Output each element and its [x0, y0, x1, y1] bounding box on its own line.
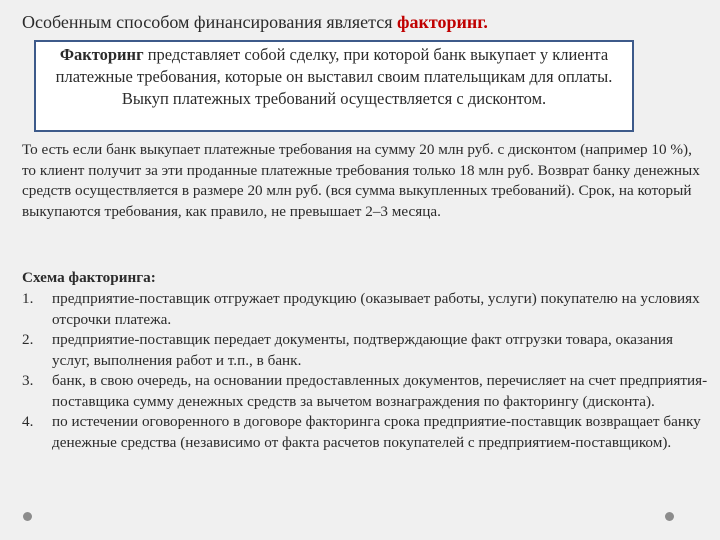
title-accent-term: факторинг.: [397, 12, 488, 32]
explanation-paragraph: То есть если банк выкупает платежные требования на сумму 20 млн руб. с дисконтом (например 10 %), то клиент получит за эти проданные платежные требования только 18 млн руб. Возврат банку денежных средств осуществляется в размере 20 млн руб. (вся сумма выкупленных требований). Срок, на который выкупаются требования, как правило, не превышает 2–3 месяца.: [22, 141, 700, 220]
title-prefix: Особенным способом финансирования является: [22, 12, 398, 32]
list-item-text: банк, в свою очередь, на основании предоставленных документов, перечисляет на счет предприятия-поставщика сумму денежных средств за вычетом вознаграждения по факторингу (дисконта).: [52, 372, 708, 410]
decorative-dot-right: [665, 512, 674, 521]
list-item: [22, 330, 712, 371]
slide-title: [22, 10, 712, 34]
list-item-number: 1.: [22, 290, 34, 307]
list-item-text: по истечении оговоренного в договоре факторинга срока предприятие-поставщик возвращает банку денежные средства (независимо от факта расчетов покупателей с предприятием-поставщиком).: [52, 413, 701, 451]
list-item: [22, 371, 712, 412]
list-item-number: 4.: [22, 413, 34, 430]
list-item-number: 2.: [22, 331, 34, 348]
definition-box: [34, 40, 634, 132]
decorative-dot-left: [23, 512, 32, 521]
list-item-text: предприятие-поставщик передает документы, подтверждающие факт отгрузки товара, оказания услуг, выполнения работ и т.п., в банк.: [52, 331, 674, 369]
definition-term: Факторинг: [59, 45, 144, 64]
list-item-text: предприятие-поставщик отгружает продукцию (оказывает работы, услуги) покупателю на условиях отсрочки платежа.: [52, 290, 700, 328]
scheme-list: [22, 289, 712, 453]
list-item: [22, 289, 712, 330]
list-item: [22, 412, 712, 453]
definition-text: представляет собой сделку, при которой банк выкупает у клиента платежные требования, которые он выставил своим плательщикам для оплаты. Выкуп платежных требований осуществляется с дисконтом.: [55, 45, 613, 108]
list-item-number: 3.: [22, 372, 34, 389]
scheme-heading: Схема факторинга:: [22, 269, 156, 286]
